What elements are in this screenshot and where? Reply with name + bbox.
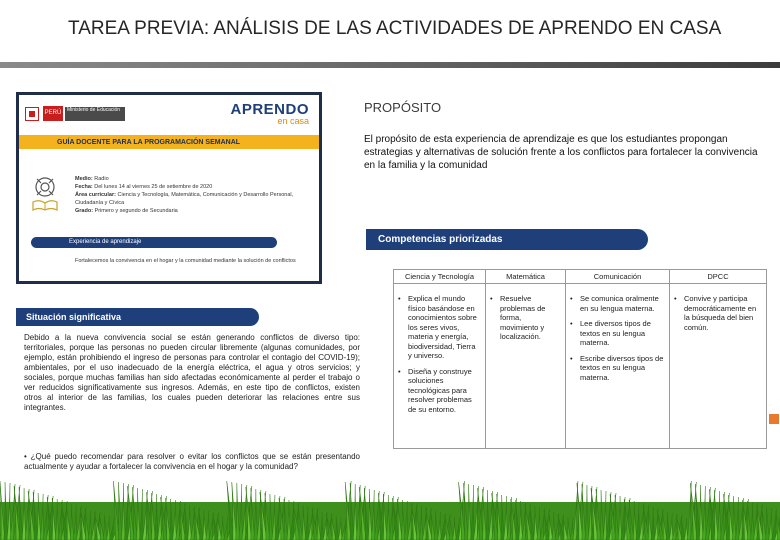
- column-header: Matemática: [486, 270, 566, 284]
- guide-header: [19, 95, 319, 133]
- competencias-column: [670, 284, 766, 448]
- meta-row: Medio: Radio: [75, 176, 109, 182]
- column-header: Ciencia y Tecnología: [394, 270, 486, 284]
- aprendo-logo: [230, 101, 309, 126]
- title-divider: [0, 62, 780, 68]
- slide-title: TAREA PREVIA: ANÁLISIS DE LAS ACTIVIDADES DE APRENDO EN CASA: [68, 18, 722, 39]
- guide-heading: GUÍA DOCENTE PARA LA PROGRAMACIÓN SEMANAL: [57, 139, 241, 146]
- proposito-text: El propósito de esta experiencia de aprendizaje es que los estudiantes propongan estrategias y alternativas de solución frente a los conflictos para fortalecer la convivencia en la familia y la comunidad: [364, 134, 758, 171]
- list-item: • Lee diversos tipos de textos en su lengua materna.: [570, 319, 665, 348]
- accent-square: [769, 414, 779, 424]
- shield-icon: [25, 107, 39, 121]
- column-header: DPCC: [670, 270, 766, 284]
- list-item: • Explica el mundo físico basándose en conocimientos sobre los seres vivos, materia y energía, biodiversidad, Tierra y universo.: [398, 294, 481, 361]
- list-item: • Diseña y construye soluciones tecnológicas para resolver problemas de su entorno.: [398, 367, 481, 415]
- brand-sub: en casa: [277, 116, 309, 126]
- list-item: • Resuelve problemas de forma, movimiento y localización.: [490, 294, 561, 342]
- competencias-heading: Competencias priorizadas: [366, 229, 648, 250]
- proposito-heading: PROPÓSITO: [364, 100, 442, 115]
- meta-row: Grado: Primero y segundo de Secundaria: [75, 208, 178, 214]
- meta-row: Fecha: Del lunes 14 al viernes 25 de setiembre de 2020: [75, 184, 213, 190]
- column-header: Comunicación: [566, 270, 670, 284]
- brand-main: APRENDO: [230, 101, 309, 118]
- competencias-table: [393, 269, 767, 449]
- situacion-question: • ¿Qué puedo recomendar para resolver o evitar los conflictos que se están presentando actualmente y ayudar a fortalecer la convivencia en el hogar y la comunidad?: [24, 452, 360, 471]
- guide-meta: [75, 175, 311, 215]
- ministry-name: Ministerio de Educación: [65, 107, 125, 121]
- list-item: • Se comunica oralmente en su lengua materna.: [570, 294, 665, 313]
- guide-card: [16, 92, 322, 284]
- situacion-heading: Situación significativa: [16, 308, 259, 326]
- list-item: • Escribe diversos tipos de textos en su lengua materna.: [570, 354, 665, 383]
- competencias-column: [566, 284, 670, 448]
- radio-icon: [33, 175, 57, 199]
- competencias-column: [394, 284, 486, 448]
- grass-footer: [0, 462, 780, 540]
- competencias-column: [486, 284, 566, 448]
- meta-row: Área curricular: Ciencia y Tecnología, Matemática, Comunicación y Desarrollo Personal, Ciudadanía y Cívica: [75, 192, 294, 206]
- experience-text: Fortalecemos la convivencia en el hogar y la comunidad mediante la solución de conflictos: [75, 258, 296, 264]
- book-icon: [31, 199, 59, 211]
- situacion-body: Debido a la nueva convivencia social se están generando conflictos de diverso tipo: territoriales, porque las personas no pueden circular libremente (algunas comunidades, por ejemplo, están prohibiendo el ingreso de personas para controlar el contagio del COVID-19); ambientales, por el uso inadecuado de la energía eléctrica, el agua y otros servicios; y sociales, porque muchas familias han sido afectadas económicamente al perder el trabajo o ver reducidos significativamente sus ingresos. Además, en este tipo de conflictos, existen otros al interior de las familias, los cuales pueden deteriorar las relaciones entre sus integrantes.: [24, 333, 360, 412]
- list-item: • Convive y participa democráticamente en la búsqueda del bien común.: [674, 294, 762, 332]
- ministry-badge: PERÚ: [43, 106, 63, 121]
- experience-label: Experiencia de aprendizaje: [31, 237, 277, 248]
